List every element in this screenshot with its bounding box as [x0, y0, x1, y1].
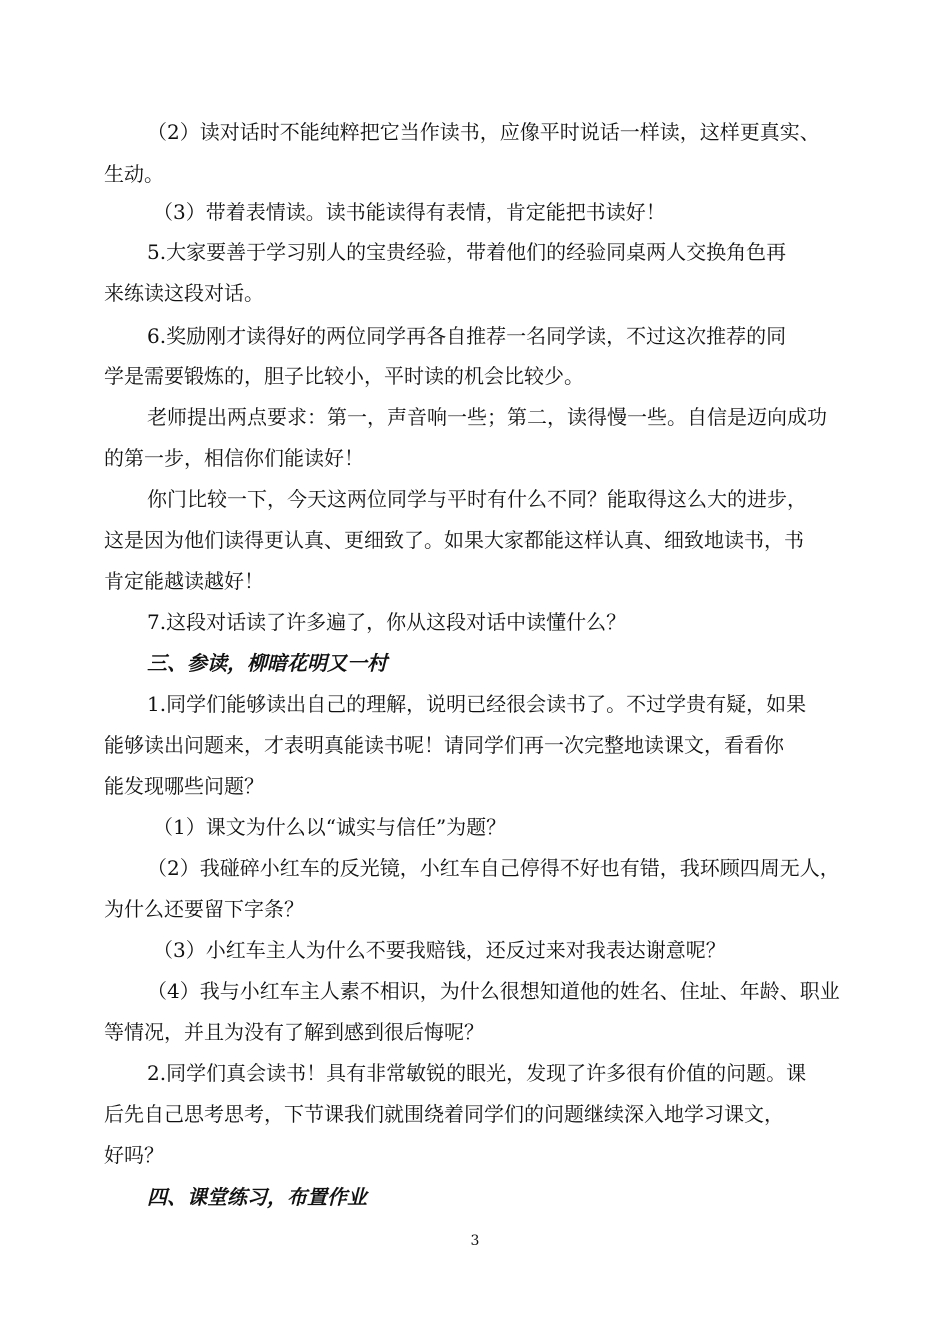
paragraph-line: 能发现哪些问题？ [104, 774, 264, 798]
paragraph-line: 等情况，并且为没有了解到感到很后悔呢？ [104, 1020, 484, 1044]
page-number: 3 [470, 1233, 480, 1249]
paragraph-line: （2）读对话时不能纯粹把它当作读书，应像平时说话一样读，这样更真实、 [147, 120, 820, 144]
paragraph-line: 为什么还要留下字条？ [104, 897, 304, 921]
paragraph-line: 后先自己思考思考，下节课我们就围绕着同学们的问题继续深入地学习课文， [104, 1102, 784, 1126]
paragraph-line: 6.奖励刚才读得好的两位同学再各自推荐一名同学读，不过这次推荐的同 [147, 324, 787, 348]
paragraph-line: （2）我碰碎小红车的反光镜，小红车自己停得不好也有错，我环顾四周无人， [147, 856, 840, 880]
paragraph-line: 来练读这段对话。 [104, 281, 264, 305]
section-heading: 三、参读，柳暗花明又一村 [147, 651, 387, 675]
paragraph-line: 5.大家要善于学习别人的宝贵经验，带着他们的经验同桌两人交换角色再 [147, 240, 787, 264]
paragraph-line: 的第一步，相信你们能读好！ [104, 446, 364, 470]
paragraph-line: 你门比较一下，今天这两位同学与平时有什么不同？能取得这么大的进步， [147, 487, 807, 511]
paragraph-line: （4）我与小红车主人素不相识，为什么很想知道他的姓名、住址、年龄、职业 [147, 979, 840, 1003]
paragraph-line: 好吗？ [104, 1143, 164, 1167]
paragraph-line: 肯定能越读越好！ [104, 569, 264, 593]
paragraph-line: 老师提出两点要求：第一，声音响一些；第二，读得慢一些。自信是迈向成功 [147, 405, 827, 429]
paragraph-line: 7.这段对话读了许多遍了，你从这段对话中读懂什么？ [147, 610, 627, 634]
paragraph-line: （3）小红车主人为什么不要我赔钱，还反过来对我表达谢意呢？ [153, 938, 726, 962]
paragraph-line: 2.同学们真会读书！具有非常敏锐的眼光，发现了许多很有价值的问题。课 [147, 1061, 807, 1085]
paragraph-line: （1）课文为什么以“诚实与信任”为题？ [153, 815, 507, 839]
paragraph-line: 这是因为他们读得更认真、更细致了。如果大家都能这样认真、细致地读书，书 [104, 528, 804, 552]
paragraph-line: 生动。 [104, 162, 164, 186]
paragraph-line: 学是需要锻炼的，胆子比较小，平时读的机会比较少。 [104, 364, 584, 388]
paragraph-line: 1.同学们能够读出自己的理解，说明已经很会读书了。不过学贵有疑，如果 [147, 692, 807, 716]
paragraph-line: （3）带着表情读。读书能读得有表情，肯定能把书读好！ [153, 200, 666, 224]
paragraph-line: 能够读出问题来，才表明真能读书呢！请同学们再一次完整地读课文，看看你 [104, 733, 784, 757]
section-heading: 四、课堂练习，布置作业 [147, 1185, 367, 1209]
